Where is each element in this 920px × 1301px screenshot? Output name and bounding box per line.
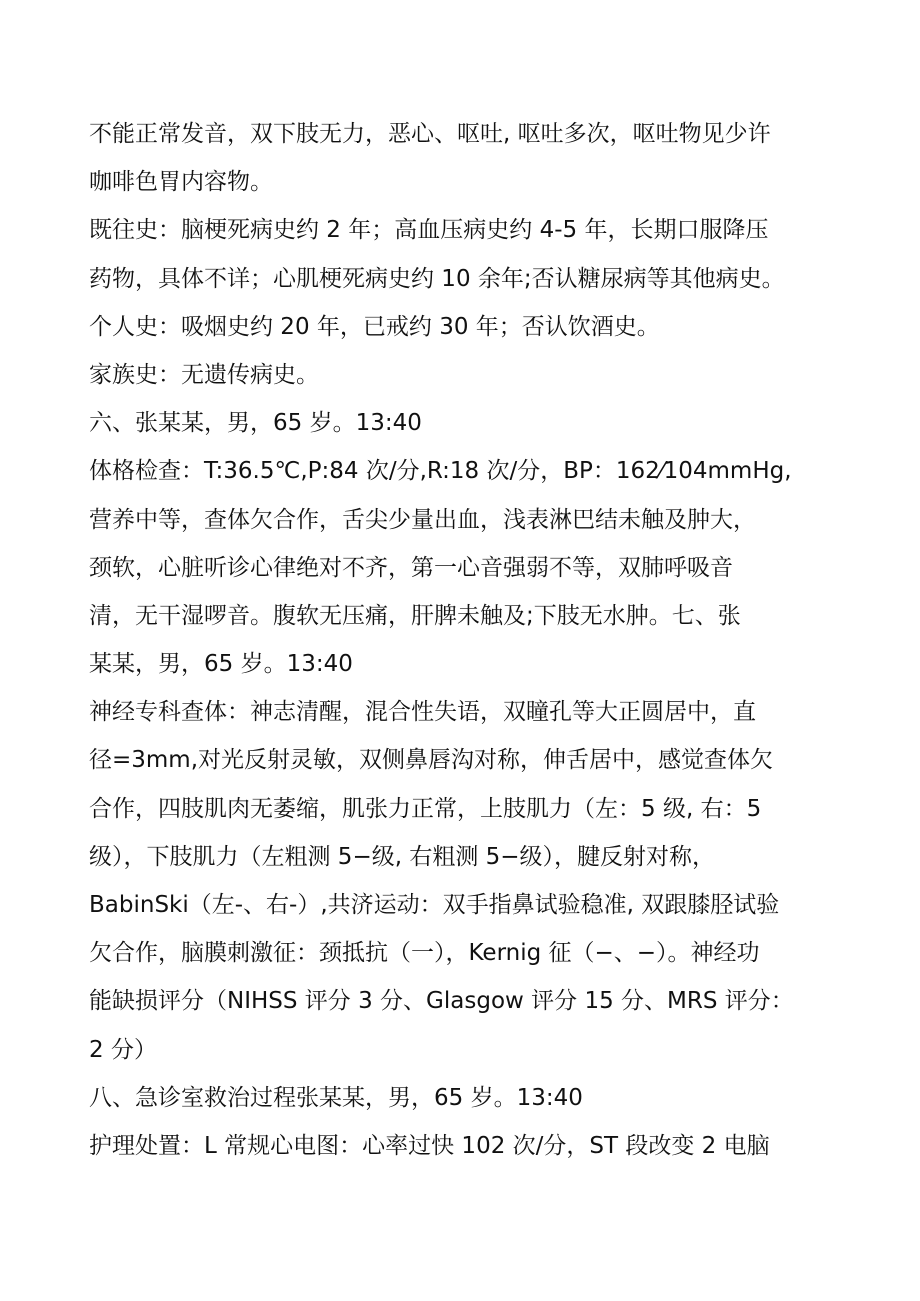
text-line: 清，无干湿啰音。腹软无压痛，肝脾未触及;下肢无水肿。七、张 — [89, 602, 741, 629]
text-line: 径=3mm,对光反射灵敏，双侧鼻唇沟对称，伸舌居中，感觉查体欠 — [89, 747, 774, 774]
text-line: 营养中等，查体欠合作，舌尖少量出血，浅表淋巴结未触及肿大， — [89, 506, 756, 533]
text-line: 神经专科查体：神志清醒，混合性失语，双瞳孔等大正圆居中，直 — [89, 699, 756, 726]
text-line: 六、张某某，男，65 岁。13:40 — [89, 410, 422, 437]
text-line: 某某，男，65 岁。13:40 — [89, 651, 353, 678]
text-line: BabinSki（左-、右-）,共济运动：双手指鼻试验稳准, 双跟膝胫试验 — [89, 892, 780, 918]
text-line: 咖啡色胃内容物。 — [89, 169, 273, 196]
text-line: 八、急诊室救治过程张某某，男，65 岁。13:40 — [89, 1084, 583, 1111]
text-line: 欠合作，脑膜刺激征：颈抵抗（一），Kernig 征（−、−）。神经功 — [89, 940, 760, 967]
text-line: 能缺损评分（NIHSS 评分 3 分、Glasgow 评分 15 分、MRS 评分： — [89, 988, 794, 1015]
text-line: 既往史：脑梗死病史约 2 年；高血压病史约 4-5 年，长期口服降压 — [89, 217, 769, 244]
text-line: 不能正常发音，双下肢无力，恶心、呕吐, 呕吐多次，呕吐物见少许 — [89, 121, 771, 147]
text-line: 药物，具体不详；心肌梗死病史约 10 余年;否认糖尿病等其他病史。 — [89, 265, 785, 292]
text-line: 颈软，心脏听诊心律绝对不齐，第一心音强弱不等，双肺呼吸音 — [89, 554, 733, 581]
text-line: 家族史：无遗传病史。 — [89, 361, 319, 388]
text-line: 合作，四肢肌肉无萎缩，肌张力正常，上肢肌力（左：5 级, 右：5 — [89, 795, 762, 822]
text-line: 2 分） — [89, 1036, 157, 1063]
text-line: 个人史：吸烟史约 20 年，已戒约 30 年；否认饮酒史。 — [89, 313, 660, 340]
document-body — [89, 110, 879, 1170]
text-line: 护理处置：L 常规心电图：心率过快 102 次/分，ST 段改变 2 电脑 — [89, 1132, 770, 1159]
text-line: 体格检查：T:36.5℃,P:84 次/分,R:18 次/分，BP：162⁄104mmHg, — [89, 458, 792, 485]
text-line: 级），下肢肌力（左粗测 5−级, 右粗测 5−级），腱反射对称， — [89, 843, 716, 870]
